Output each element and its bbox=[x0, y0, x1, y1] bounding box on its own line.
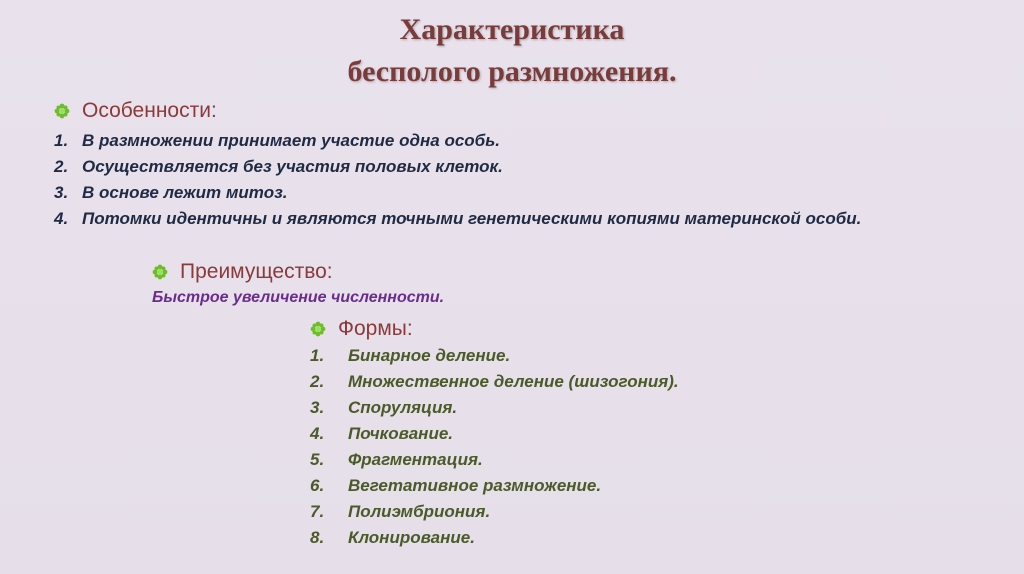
list-item-text: Клонирование. bbox=[348, 528, 475, 547]
list-item bbox=[54, 180, 962, 206]
list-item bbox=[310, 525, 679, 551]
list-item-number: 5. bbox=[310, 450, 325, 469]
features-heading-label: Особенности: bbox=[82, 99, 217, 122]
list-item-number: 2. bbox=[310, 372, 325, 391]
list-item-number: 1. bbox=[310, 346, 325, 365]
list-item bbox=[310, 421, 679, 447]
green-flower-bullet-icon bbox=[310, 321, 326, 337]
list-item bbox=[54, 154, 962, 180]
list-item bbox=[310, 395, 679, 421]
advantage-text: Быстрое увеличение численности. bbox=[152, 289, 445, 306]
list-item-text: В основе лежит митоз. bbox=[82, 183, 288, 202]
list-item-number: 2. bbox=[54, 157, 69, 176]
list-item-text: Потомки идентичны и являются точными генетическими копиями материнской особи. bbox=[82, 209, 862, 228]
list-item bbox=[310, 369, 679, 395]
list-item-number: 3. bbox=[54, 183, 69, 202]
list-item-text: Почкование. bbox=[348, 424, 454, 443]
slide-title-line-1: Характеристика bbox=[399, 13, 625, 46]
list-item bbox=[54, 128, 962, 154]
list-item-text: Полиэмбриония. bbox=[348, 502, 491, 521]
list-item-number: 7. bbox=[310, 502, 325, 521]
list-item bbox=[310, 343, 679, 369]
list-item bbox=[310, 447, 679, 473]
list-item-text: Множественное деление (шизогония). bbox=[348, 372, 679, 391]
list-item-number: 1. bbox=[54, 131, 69, 150]
list-item-number: 4. bbox=[310, 424, 325, 443]
list-item-text: Вегетативное размножение. bbox=[348, 476, 602, 495]
forms-heading bbox=[310, 317, 413, 341]
advantage-heading-label: Преимущество: bbox=[180, 260, 333, 283]
list-item-text: Осуществляется без участия половых клеток. bbox=[82, 157, 503, 176]
green-flower-bullet-icon bbox=[54, 103, 70, 119]
list-item-number: 4. bbox=[54, 209, 69, 228]
features-heading bbox=[54, 99, 217, 123]
forms-heading-label: Формы: bbox=[338, 317, 413, 340]
list-item-text: Споруляция. bbox=[348, 398, 458, 417]
forms-list bbox=[310, 343, 679, 551]
list-item-number: 6. bbox=[310, 476, 325, 495]
list-item bbox=[54, 206, 962, 232]
list-item bbox=[310, 499, 679, 525]
slide-title-line-2: бесполого размножения. bbox=[347, 55, 677, 88]
list-item-text: В размножении принимает участие одна особь. bbox=[82, 131, 501, 150]
advantage-heading bbox=[152, 260, 333, 284]
list-item-number: 3. bbox=[310, 398, 325, 417]
green-flower-bullet-icon bbox=[152, 264, 168, 280]
features-list bbox=[54, 128, 962, 232]
list-item-text: Бинарное деление. bbox=[348, 346, 511, 365]
list-item-number: 8. bbox=[310, 528, 325, 547]
list-item bbox=[310, 473, 679, 499]
list-item-text: Фрагментация. bbox=[348, 450, 483, 469]
